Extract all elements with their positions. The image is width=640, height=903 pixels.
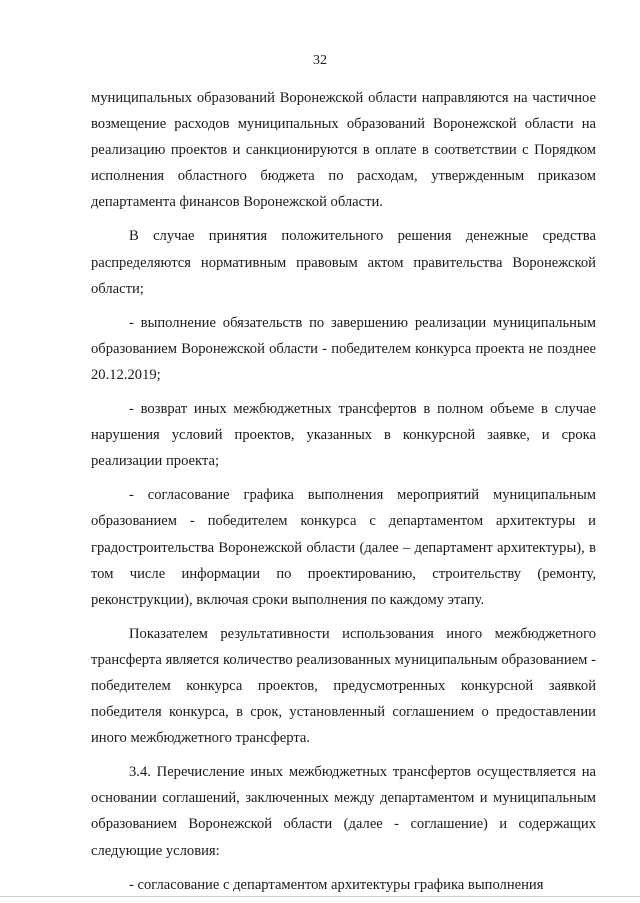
paragraph-continuation: муниципальных образований Воронежской области направляются на частичное возмещение расходов муниципальных образований Воронежской области на реализацию проектов и санкционируются в оплате в соответствии с Порядком исполнения областного бюджета по расходам, утвержденным приказом департамента финансов Воронежской области. — [91, 90, 596, 211]
list-item-refund: - возврат иных межбюджетных трансфертов в полном объеме в случае нарушения условий проектов, указанных в конкурсной заявке, и срока реализации проекта; — [91, 401, 596, 470]
page-number: 32 — [313, 53, 327, 68]
paragraph-section-3-4: 3.4. Перечисление иных межбюджетных трансфертов осуществляется на основании соглашений, заключенных между департаментом и муниципальным образованием Воронежской области (далее - соглашение) и содержащих следующие условия: — [91, 764, 596, 859]
paragraph-decision: В случае принятия положительного решения денежные средства распределяются нормативным правовым актом правительства Воронежской области; — [91, 228, 596, 297]
list-item-agreement: - согласование с департаментом архитектуры графика выполнения — [129, 876, 544, 893]
list-item-schedule: - согласование графика выполнения мероприятий муниципальным образованием - победителем конкурса с департаментом архитектуры и градостроительства Воронежской области (далее – департамент архитектуры), в том числе информации по проектированию, строительству (ремонту, реконструкции), включая сроки выполнения по каждому этапу. — [91, 487, 596, 608]
paragraph-indicator: Показателем результативности использования иного межбюджетного трансферта является количество реализованных муниципальным образованием - победителем конкурса проектов, предусмотренных конкурсной заявкой победителя конкурса, в срок, установленный соглашением о предоставлении иного межбюджетного трансферта. — [91, 625, 596, 747]
list-item-obligations: - выполнение обязательств по завершению реализации муниципальным образованием Воронежской области - победителем конкурса проекта не позднее 20.12.2019; — [91, 314, 596, 383]
document-body — [91, 85, 596, 898]
page-bottom-edge — [0, 896, 640, 897]
